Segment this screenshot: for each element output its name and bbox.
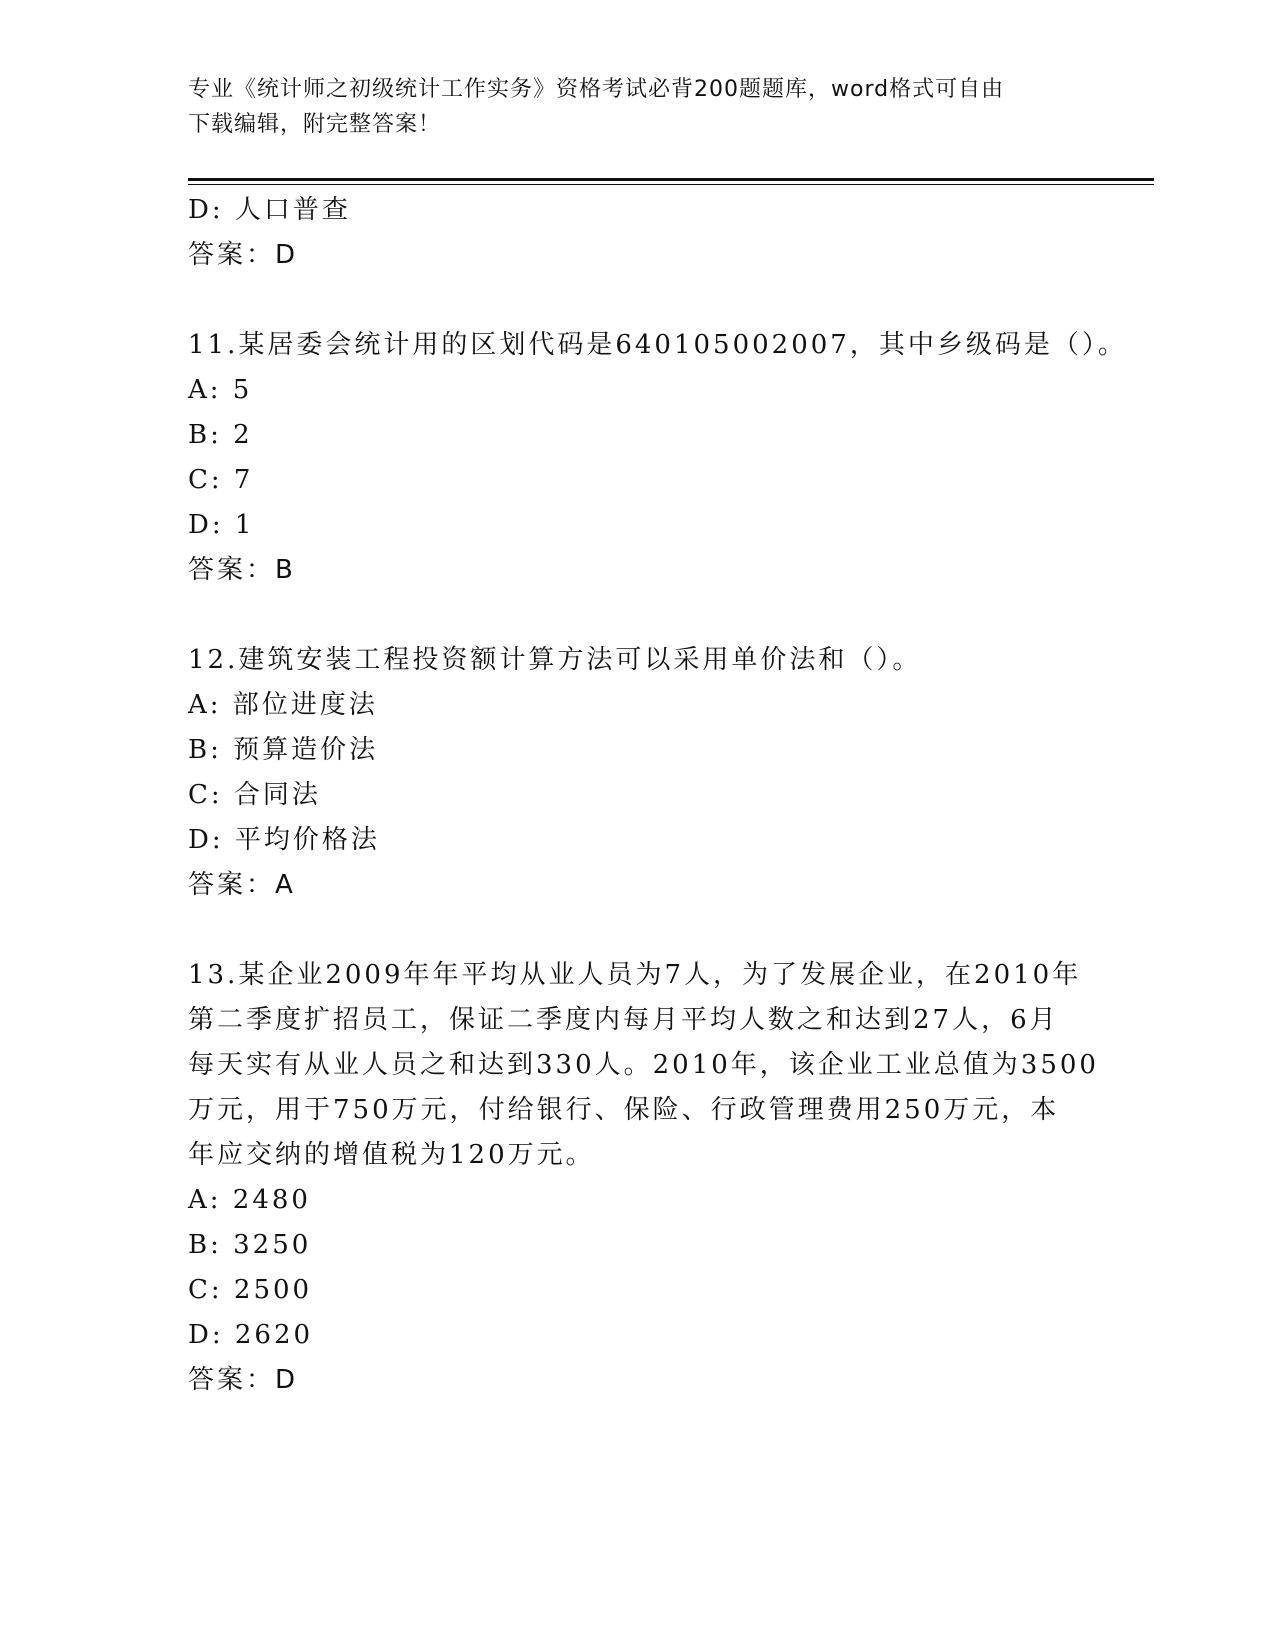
question-stem-line-4: 万元，用于750万元，付给银行、保险、行政管理费用250万元，本: [188, 1095, 1060, 1125]
prev-question-answer: 答案：D: [188, 240, 299, 270]
document-body: [188, 188, 1127, 1403]
option-d: D: 平均价格法: [188, 825, 380, 855]
option-c: C: 合同法: [188, 780, 321, 810]
header-divider-thin: [188, 184, 1154, 185]
question-12: [188, 638, 1088, 908]
prev-question-option-d: D: 人口普查: [188, 195, 351, 225]
question-stem-line-2: 第二季度扩招员工，保证二季度内每月平均人数之和达到27人，6月: [188, 1005, 1059, 1035]
header-divider-thick: [188, 178, 1154, 181]
option-a: A: 2480: [188, 1185, 311, 1215]
option-a: A: 部位进度法: [188, 690, 378, 720]
document-header: [188, 72, 1088, 142]
answer: 答案：D: [188, 1365, 299, 1395]
option-c: C: 7: [188, 465, 254, 495]
spacer: [188, 593, 1088, 638]
option-d: D: 1: [188, 510, 255, 540]
question-13: [188, 953, 1099, 1403]
header-line-1: 专业《统计师之初级统计工作实务》资格考试必背200题题库，word格式可自由: [188, 77, 1005, 102]
option-b: B: 2: [188, 420, 253, 450]
question-11: [188, 323, 1127, 593]
question-stem-line-1: 13.某企业2009年年平均从业人员为7人，为了发展企业，在2010年: [188, 960, 1082, 990]
header-line-2: 下载编辑，附完整答案！: [188, 112, 442, 137]
question-stem: 11.某居委会统计用的区划代码是640105002007，其中乡级码是（）。: [188, 330, 1127, 360]
option-d: D: 2620: [188, 1320, 314, 1350]
option-c: C: 2500: [188, 1275, 313, 1305]
question-stem-line-5: 年应交纳的增值税为120万元。: [188, 1140, 595, 1170]
answer: 答案：A: [188, 870, 296, 900]
option-a: A: 5: [188, 375, 253, 405]
question-stem: 12.建筑安装工程投资额计算方法可以采用单价法和（）。: [188, 645, 922, 675]
option-b: B: 预算造价法: [188, 735, 379, 765]
spacer: [188, 278, 1088, 323]
spacer: [188, 908, 1088, 953]
question-stem-line-3: 每天实有从业人员之和达到330人。2010年，该企业工业总值为3500: [188, 1050, 1099, 1080]
answer: 答案：B: [188, 555, 296, 585]
option-b: B: 3250: [188, 1230, 312, 1260]
